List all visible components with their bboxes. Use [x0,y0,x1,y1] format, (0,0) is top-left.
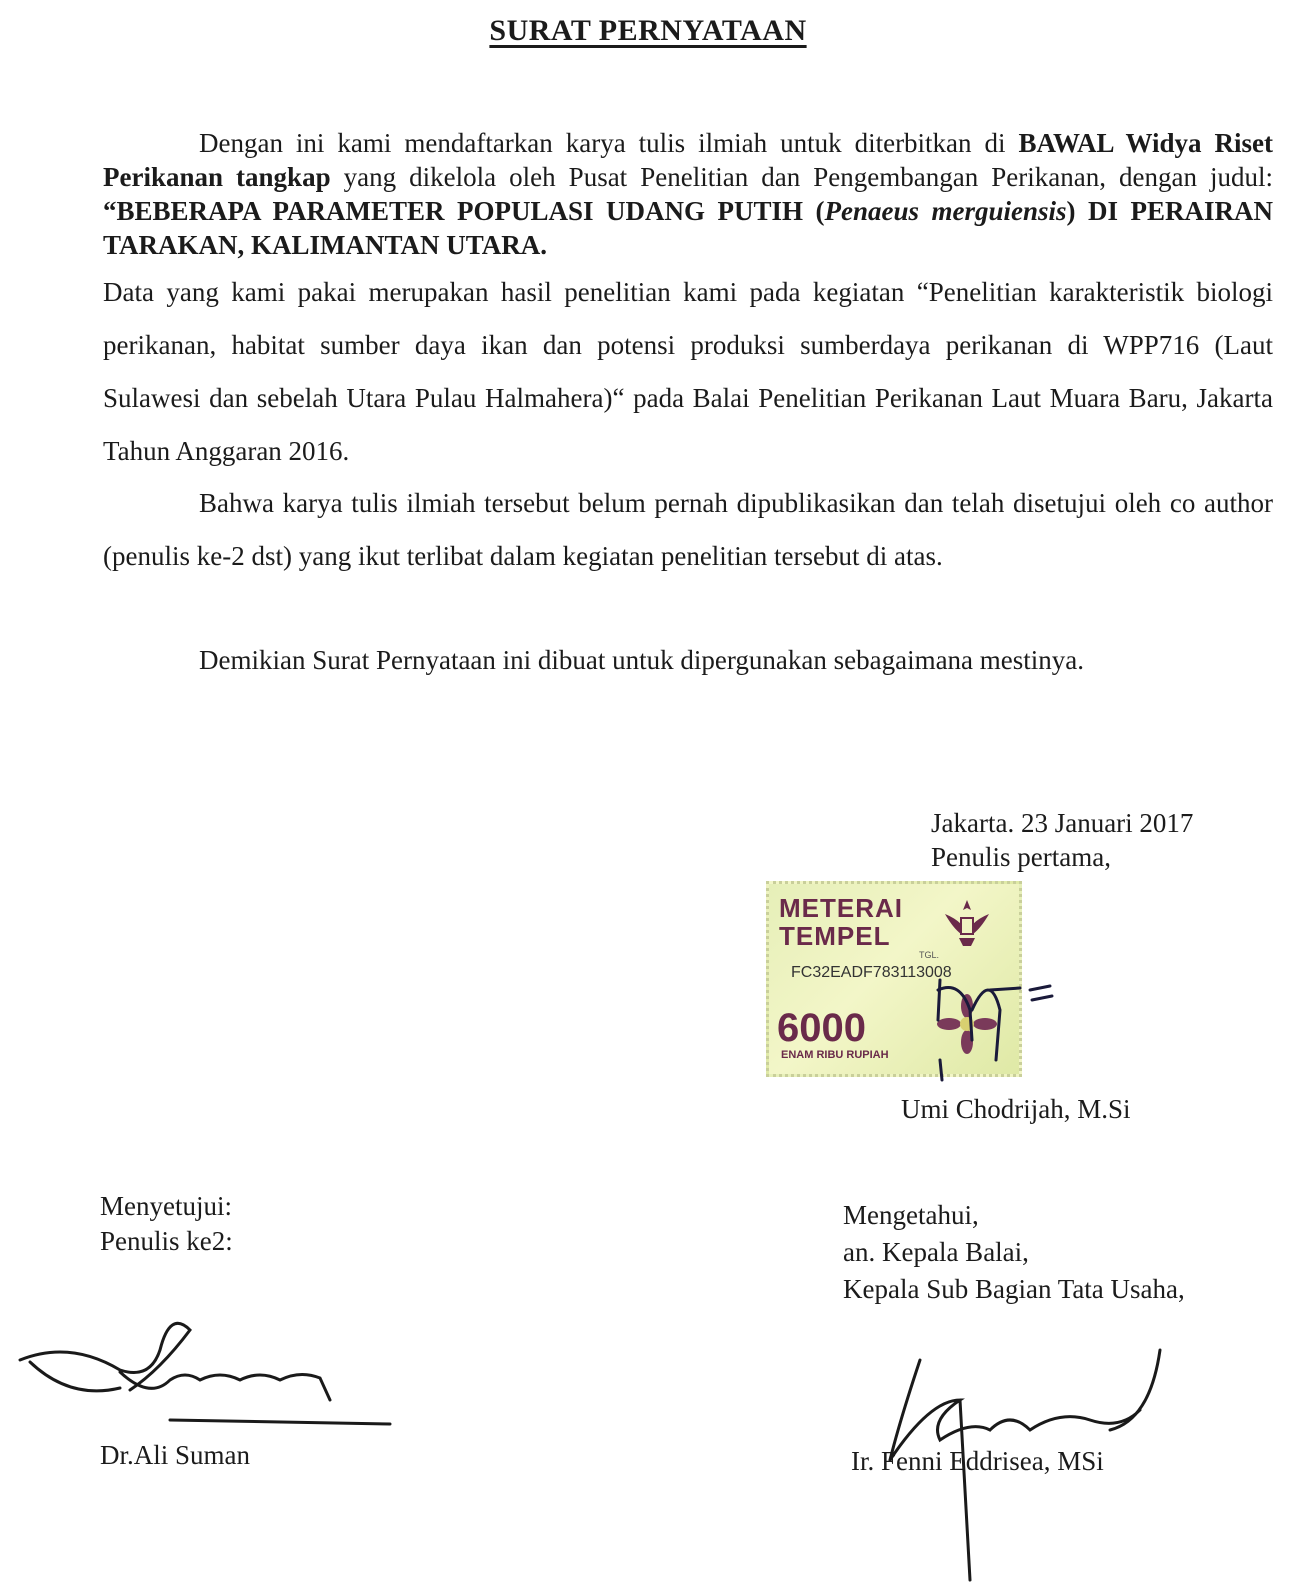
stamp-title: METERAI TEMPEL [779,893,903,951]
second-author-name: Dr.Ali Suman [100,1440,251,1470]
second-author-label: Penulis ke2: [100,1226,233,1256]
stamp-date-label: TGL. [919,950,940,960]
second-author-signature [10,1300,410,1440]
first-author-name: Umi Chodrijah, M.Si [901,1094,1131,1124]
stamp-value-words: ENAM RIBU RUPIAH [781,1049,889,1061]
journal-name: BAWAL Widya Riset Perikanan tangkap [103,128,1273,192]
first-author-label: Penulis pertama, [931,842,1111,872]
place-date: Jakarta. 23 Januari 2017 [931,808,1194,838]
acknowledge-label: Mengetahui, [843,1200,979,1230]
paragraph-data-source: Data yang kami pakai merupakan hasil penelitian kami pada kegiatan “Penelitian karakteristik biologi perikanan, habitat sumber daya ikan dan potensi produksi sumberdaya perikanan di WPP716 (Laut Sulawesi dan sebelah Utara Pulau Halmahera)“ pada Balai Penelitian Perikanan Laut Muara Baru, Jakarta Tahun Anggaran 2016. [103,277,1273,466]
first-author-signature [900,950,1100,1090]
acknowledger-name: Ir. Fenni Eddrisea, MSi [851,1446,1104,1476]
garuda-emblem-icon [937,894,997,954]
stamp-value: 6000 [777,1006,866,1050]
acknowledge-line3: Kepala Sub Bagian Tata Usaha, [843,1274,1185,1304]
article-title-part1: “BEBERAPA PARAMETER POPULASI UDANG PUTIH ( [103,196,825,226]
paragraph-registration [103,126,1273,262]
paragraph-registration-text1: Dengan ini kami mendaftarkan karya tulis ilmiah untuk diterbitkan di [199,128,1019,158]
article-title-part2: ) DI PERAIRAN TARAKAN, KALIMANTAN UTARA. [103,196,1274,260]
approve-label: Menyetujui: [100,1191,232,1221]
paragraph-registration-text2: yang dikelola oleh Pusat Penelitian dan Pengembangan Perikanan, dengan judul: [330,162,1273,192]
species-name: Penaeus merguiensis [824,196,1067,226]
paragraph-closing: Demikian Surat Pernyataan ini dibuat untuk dipergunakan sebagaimana mestinya. [199,645,1085,675]
paragraph-approval: Bahwa karya tulis ilmiah tersebut belum pernah dipublikasikan dan telah disetujui oleh co author (penulis ke-2 dst) yang ikut terlibat dalam kegiatan penelitian tersebut di atas. [103,488,1273,571]
stamp-serial: FC32EADF783113008 [791,964,952,981]
acknowledge-line2: an. Kepala Balai, [843,1237,1029,1267]
document-title: SURAT PERNYATAAN [489,14,807,47]
